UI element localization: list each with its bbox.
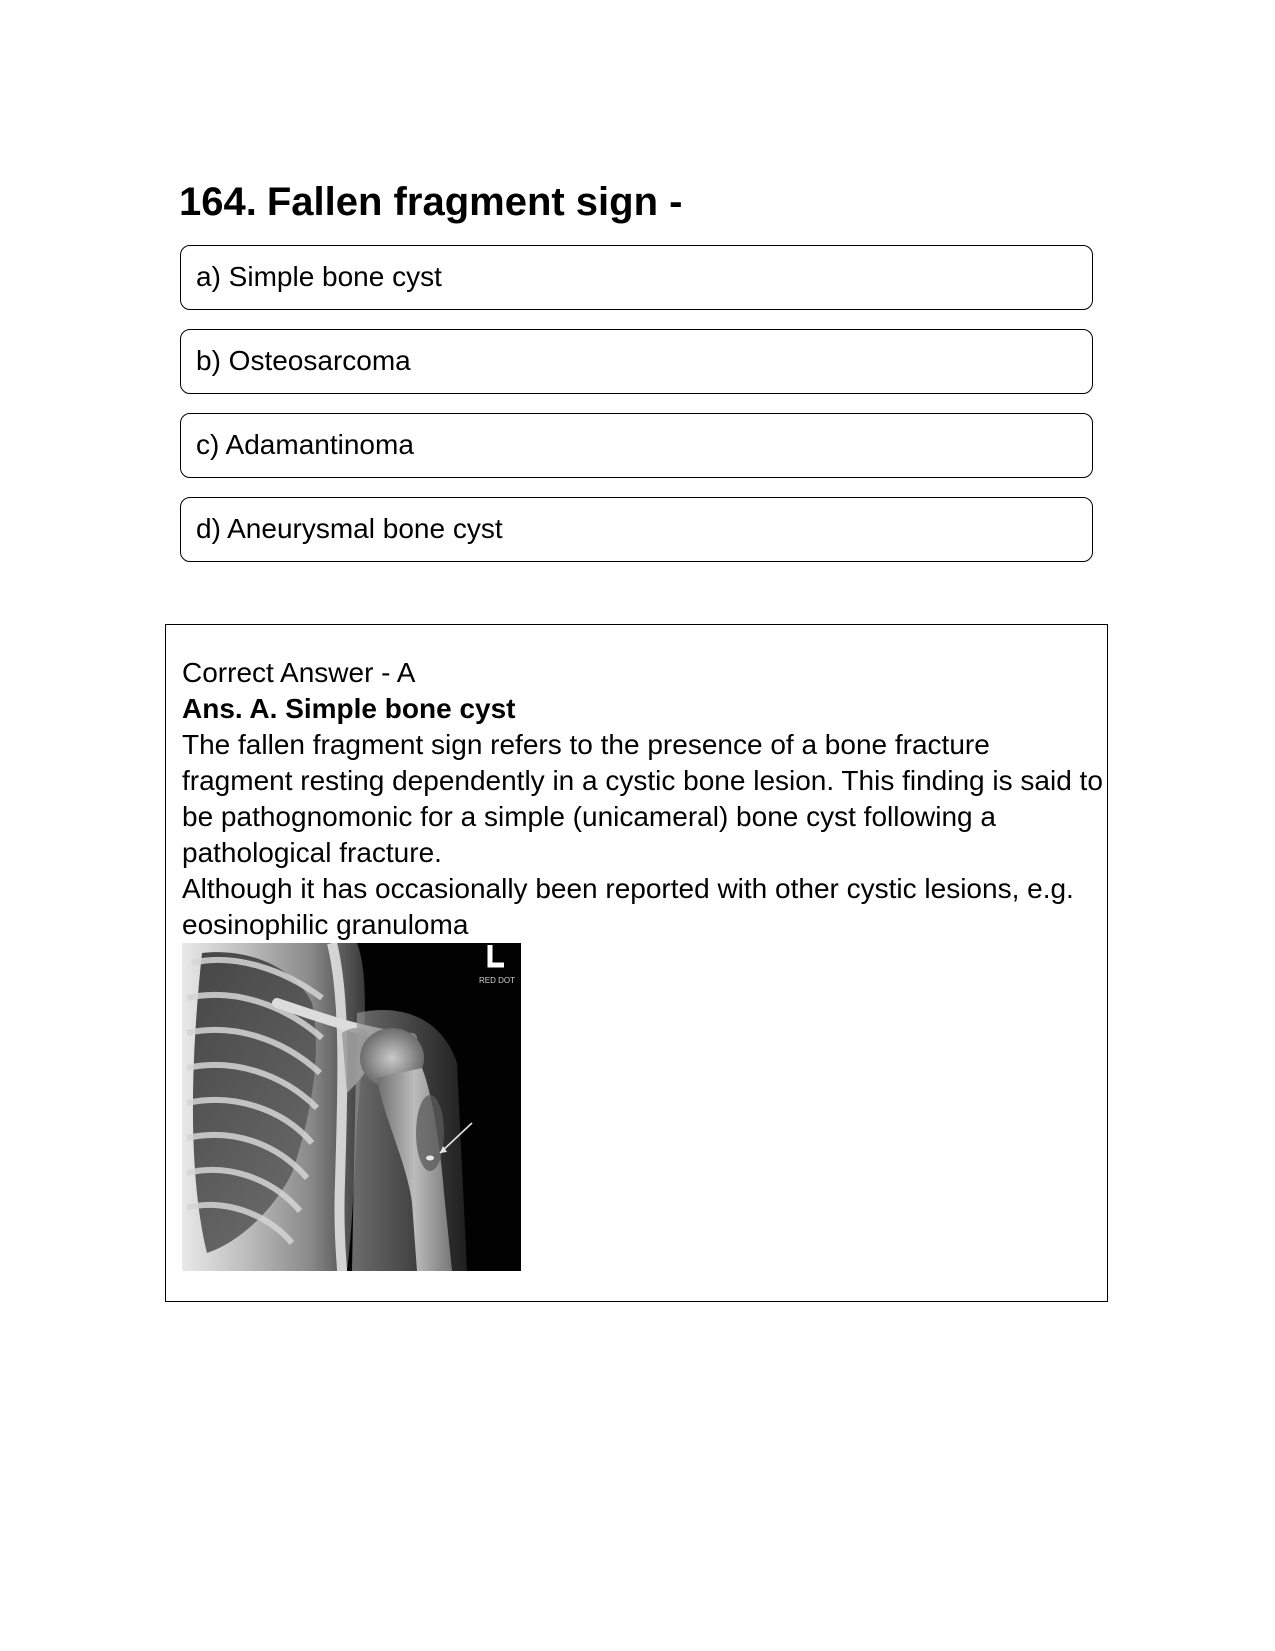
explanation-paragraph-1: The fallen fragment sign refers to the presence of a bone fracture fragment resting dependently in a cystic bone lesion. This finding is said to be pathognomonic for a simple (unicameral) bone cyst following a pathological fracture.: [182, 729, 1103, 868]
option-a[interactable]: a) Simple bone cyst: [180, 245, 1093, 310]
answer-explanation-box: [165, 624, 1108, 1302]
xray-marker-text: RED DOT: [479, 976, 515, 985]
option-b[interactable]: b) Osteosarcoma: [180, 329, 1093, 394]
shoulder-xray-image: [182, 943, 521, 1271]
correct-answer-line: Correct Answer - A: [182, 657, 416, 688]
explanation-paragraph-2: Although it has occasionally been reported with other cystic lesions, e.g. eosinophilic granuloma: [182, 873, 1074, 940]
question-number: 164.: [179, 180, 257, 224]
question-title: [179, 176, 682, 228]
answer-heading: Ans. A. Simple bone cyst: [182, 693, 516, 724]
option-d[interactable]: d) Aneurysmal bone cyst: [180, 497, 1093, 562]
option-c[interactable]: c) Adamantinoma: [180, 413, 1093, 478]
question-text: Fallen fragment sign -: [266, 180, 683, 224]
